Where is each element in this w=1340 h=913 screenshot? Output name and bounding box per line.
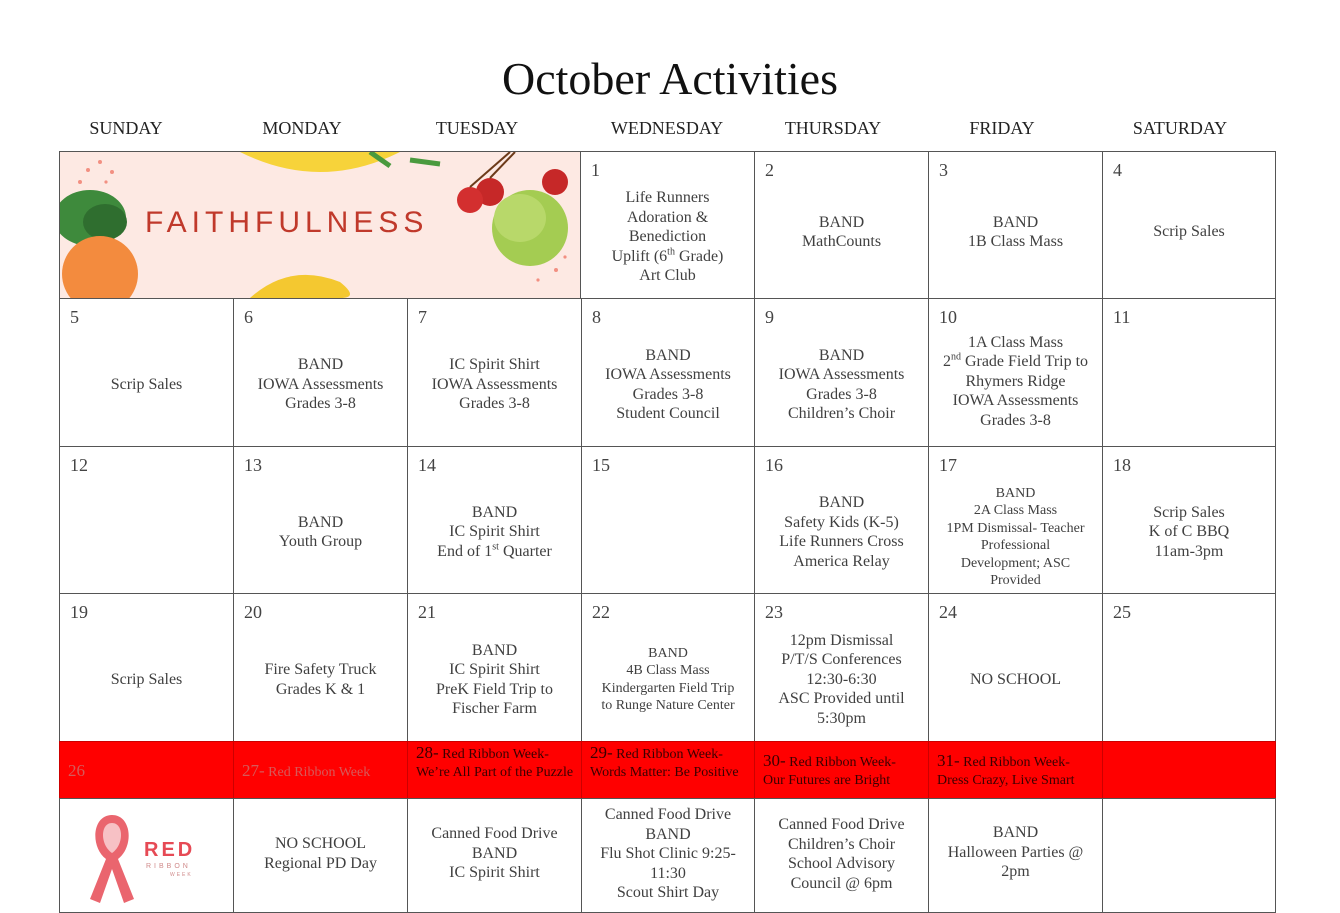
red-ribbon-day: [59, 741, 234, 799]
day-cell: [581, 446, 755, 594]
event-line: America Relay: [793, 552, 890, 570]
red-ribbon-day: [407, 741, 582, 799]
day-events: [581, 180, 754, 294]
week-logo-text: WEEK: [170, 872, 193, 878]
day-cell: [1102, 798, 1276, 913]
event-line: Benediction: [628, 228, 707, 246]
day-number: 25: [1113, 602, 1131, 622]
red-ribbon-day: [928, 741, 1103, 799]
day-number: 5: [70, 307, 79, 327]
event-line: Scrip Sales: [110, 375, 183, 393]
event-line: BAND: [471, 503, 518, 521]
weekday-friday: FRIDAY: [969, 118, 1035, 138]
day-events: [408, 327, 581, 442]
event-line: BAND: [995, 485, 1036, 501]
event-line: Kindergarten Field Trip: [601, 680, 735, 696]
day-cell: [580, 151, 755, 299]
event-line: Life Runners Cross: [779, 533, 904, 550]
event-line: IC Spirit Shirt: [449, 523, 540, 541]
day-number: 1: [591, 160, 600, 180]
day-cell: [233, 593, 408, 742]
weekday-saturday: SATURDAY: [1132, 118, 1228, 138]
day-events: [582, 327, 754, 442]
weekday-thursday: THURSDAY: [784, 118, 882, 138]
event-line: 4B Class Mass: [626, 663, 710, 678]
event-line: BAND: [992, 213, 1039, 231]
day-events: [60, 327, 233, 442]
day-events: [929, 180, 1102, 294]
event-line: K of C BBQ: [1148, 523, 1230, 541]
event-line: Life Runners: [625, 189, 710, 207]
day-cell: [407, 593, 582, 742]
day-cell: [59, 298, 234, 447]
event-line: Grades 3-8: [806, 385, 877, 403]
event-line: IOWA Assessments: [952, 392, 1079, 410]
event-line: Art Club: [639, 267, 696, 285]
page-title: October Activities: [502, 53, 838, 104]
event-line: Grades K & 1: [275, 680, 366, 698]
day-number: 7: [418, 307, 427, 327]
day-cell: [754, 151, 929, 299]
day-events: [582, 622, 754, 737]
event-line: Regional PD Day: [264, 854, 377, 872]
day-events: [755, 327, 928, 442]
day-events: [929, 321, 1102, 442]
red-ribbon-logo-cell: [59, 798, 234, 913]
event-line: to Runge Nature Center: [601, 698, 735, 713]
day-cell: [407, 298, 582, 447]
event-line: Grades 3-8: [632, 385, 704, 403]
day-number: 16: [765, 455, 783, 475]
event-line: MathCounts: [801, 233, 882, 250]
day-number: 3: [939, 160, 948, 180]
day-events: [408, 475, 581, 589]
event-line: 1A Class Mass: [967, 333, 1064, 351]
day-cell: [1102, 151, 1276, 299]
event-line: 2pm: [1001, 863, 1030, 881]
event-line: BAND: [818, 346, 865, 364]
day-cell: [233, 446, 408, 594]
red-day-label: 29- Red Ribbon Week- Words Matter: Be Positive: [590, 743, 739, 780]
event-line: Adoration &: [626, 208, 709, 226]
day-number: 22: [592, 602, 610, 622]
day-events: [1103, 475, 1275, 589]
event-line: NO SCHOOL: [274, 835, 367, 852]
event-line: 2A Class Mass: [973, 503, 1058, 518]
day-cell: [928, 593, 1103, 742]
day-events: [755, 475, 928, 589]
red-ribbon-icon: [82, 807, 142, 907]
red-day-label: 27- Red Ribbon Week: [242, 761, 371, 780]
event-line: BAND: [471, 844, 518, 862]
event-line: Scrip Sales: [1153, 503, 1225, 521]
event-line: PreK Field Trip to: [436, 680, 553, 698]
day-number: 8: [592, 307, 601, 327]
event-line: 12pm Dismissal: [789, 631, 894, 649]
event-line: ASC Provided until: [778, 690, 905, 708]
day-events: [408, 622, 581, 737]
day-number: 14: [418, 455, 436, 475]
event-line: 1B Class Mass: [967, 233, 1064, 250]
weekday-header: [40, 118, 1280, 142]
day-cell: [407, 798, 582, 913]
day-events: [60, 622, 233, 737]
day-number: 19: [70, 602, 88, 622]
day-cell: [928, 151, 1103, 299]
event-line: IC Spirit Shirt: [449, 661, 540, 678]
event-line: Canned Food Drive: [604, 806, 732, 823]
banner-word: FAITHFULNESS: [145, 206, 429, 239]
event-line: Grades 3-8: [285, 395, 356, 413]
event-line: 11am-3pm: [1154, 542, 1224, 560]
day-number: 12: [70, 455, 88, 475]
event-line: BAND: [648, 645, 688, 661]
day-events: [929, 622, 1102, 737]
day-cell: [1102, 446, 1276, 594]
day-cell: [233, 798, 408, 913]
red-day-label: 28- Red Ribbon Week- We’re All Part of the Puzzle: [416, 743, 574, 780]
red-ribbon-day: [754, 741, 929, 799]
day-number: 11: [1113, 307, 1131, 327]
day-cell: [233, 298, 408, 447]
event-line: BAND: [471, 641, 518, 659]
day-number: 23: [765, 602, 783, 622]
day-number: 24: [939, 602, 957, 622]
day-events: [1103, 180, 1275, 294]
event-line: 1PM Dismissal- Teacher: [946, 520, 1085, 536]
weekday-tuesday: TUESDAY: [435, 118, 519, 138]
event-line: BAND: [645, 825, 691, 843]
event-line: NO SCHOOL: [969, 670, 1062, 688]
day-events: [755, 180, 928, 294]
event-line: IOWA Assessments: [778, 366, 905, 383]
day-events: [929, 481, 1102, 593]
day-events: [234, 475, 407, 589]
day-cell: [59, 446, 234, 594]
day-events: [234, 622, 407, 737]
red-day-label: 31- Red Ribbon Week- Dress Crazy, Live Smart: [937, 751, 1075, 788]
event-line: IC Spirit Shirt: [449, 864, 540, 882]
event-line: Development; ASC: [960, 555, 1071, 571]
event-line: End of 1st Quarter: [437, 541, 552, 560]
red-day-label: 30- Red Ribbon Week- Our Futures are Bright: [763, 751, 896, 788]
event-line: Children’s Choir: [787, 405, 896, 422]
event-line: BAND: [645, 346, 691, 364]
day-cell: [407, 446, 582, 594]
event-line: Grades 3-8: [459, 395, 530, 413]
event-line: IOWA Assessments: [257, 375, 384, 393]
day-cell: [59, 593, 234, 742]
event-line: IOWA Assessments: [605, 366, 731, 383]
day-cell: [928, 798, 1103, 913]
event-line: Children’s Choir: [787, 835, 896, 853]
event-line: BAND: [297, 356, 344, 374]
event-line: 11:30: [650, 864, 686, 882]
day-events: [408, 803, 581, 904]
event-line: Safety Kids (K-5): [784, 513, 899, 531]
weekday-sunday: SUNDAY: [89, 118, 163, 138]
day-events: [755, 815, 928, 893]
event-line: IOWA Assessments: [431, 375, 558, 393]
day-number: 13: [244, 455, 262, 475]
red-day-label: 26: [68, 761, 85, 780]
red-ribbon-day: [1102, 741, 1276, 799]
event-line: Scrip Sales: [1153, 223, 1225, 241]
day-number: 17: [939, 455, 957, 475]
event-line: Student Council: [616, 405, 720, 422]
event-line: School Advisory: [787, 855, 896, 872]
day-number: 4: [1113, 160, 1122, 180]
event-line: Youth Group: [278, 533, 363, 550]
day-events: [234, 803, 407, 904]
event-line: BAND: [818, 494, 865, 511]
event-line: Fischer Farm: [452, 700, 537, 717]
event-line: 2nd Grade Field Trip to: [942, 351, 1089, 371]
day-number: 6: [244, 307, 253, 327]
day-number: 20: [244, 602, 262, 622]
red-ribbon-day: [581, 741, 755, 799]
day-cell: [754, 798, 929, 913]
event-line: Scout Shirt Day: [616, 884, 720, 901]
event-line: Halloween Parties @: [947, 843, 1084, 861]
weekday-monday: MONDAY: [262, 118, 342, 138]
ribbon-logo-text: RIBBON: [146, 863, 191, 870]
event-line: P/T/S Conferences: [781, 651, 902, 669]
day-events: [582, 805, 754, 903]
day-cell: [1102, 593, 1276, 742]
red-logo-text: RED: [144, 839, 196, 861]
day-number: 2: [765, 160, 774, 180]
day-events: [234, 327, 407, 442]
event-line: Fire Safety Truck: [264, 661, 377, 678]
day-number: 10: [939, 307, 957, 327]
day-cell: [581, 593, 755, 742]
event-line: Professional: [980, 538, 1051, 553]
event-line: BAND: [992, 824, 1039, 842]
day-cell: [1102, 298, 1276, 447]
event-line: Council @ 6pm: [790, 874, 893, 892]
red-ribbon-day: [233, 741, 408, 799]
day-number: 21: [418, 602, 436, 622]
day-events: [929, 803, 1102, 902]
faithfulness-banner: [59, 151, 581, 299]
event-line: 12:30-6:30: [806, 670, 877, 688]
event-line: BAND: [297, 513, 344, 531]
day-number: 15: [592, 455, 610, 475]
event-line: 5:30pm: [817, 709, 866, 727]
day-cell: [581, 798, 755, 913]
day-cell: [581, 298, 755, 447]
event-line: Scrip Sales: [110, 670, 183, 688]
event-line: BAND: [818, 213, 865, 231]
day-cell: [928, 298, 1103, 447]
event-line: Rhymers Ridge: [965, 372, 1066, 390]
weekday-wednesday: WEDNESDAY: [610, 118, 724, 138]
event-line: Uplift (6th Grade): [611, 246, 724, 265]
event-line: Grades 3-8: [980, 411, 1051, 429]
day-cell: [754, 593, 929, 742]
event-line: Provided: [990, 573, 1041, 588]
day-number: 18: [1113, 455, 1131, 475]
day-events: [755, 622, 928, 737]
event-line: Canned Food Drive: [431, 825, 558, 843]
event-line: Flu Shot Clinic 9:25-: [600, 845, 736, 862]
day-cell: [754, 446, 929, 594]
day-cell: [754, 298, 929, 447]
day-number: 9: [765, 307, 774, 327]
day-cell: [928, 446, 1103, 594]
event-line: Canned Food Drive: [778, 816, 905, 833]
event-line: IC Spirit Shirt: [449, 356, 540, 374]
calendar-grid: [59, 151, 1275, 911]
